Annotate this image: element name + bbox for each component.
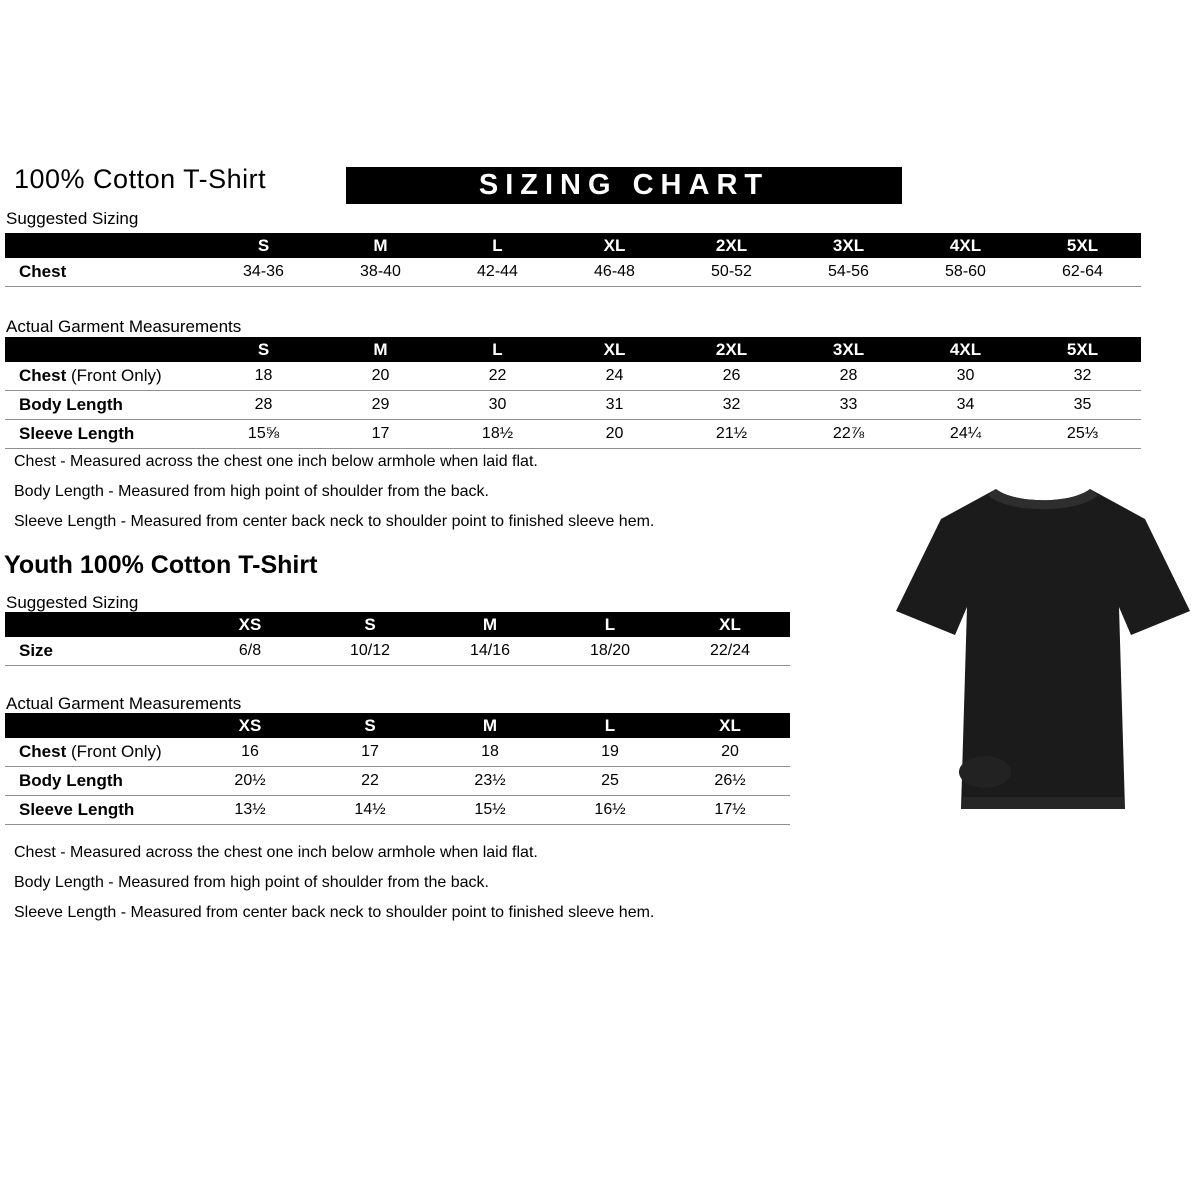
header-corner-cell	[5, 337, 205, 362]
measurement-cell: 25	[601, 772, 619, 789]
measurement-cell: 15½	[474, 801, 506, 818]
table-row	[5, 796, 790, 825]
measurement-cell: 20	[605, 425, 624, 442]
measurement-cell: 19	[601, 743, 619, 760]
table-header-row	[5, 233, 1141, 258]
row-label: Size	[19, 641, 54, 660]
size-column-header: XL	[719, 716, 741, 735]
header-corner-cell	[5, 612, 190, 637]
adult-garment-table	[5, 337, 1141, 449]
adult-suggested-table	[5, 233, 1141, 287]
measurement-cell: 16½	[594, 801, 626, 818]
youth-garment-table	[5, 713, 790, 825]
measurement-cell: 22	[488, 367, 507, 384]
size-column-header: M	[373, 236, 388, 255]
measurement-cell: 31	[605, 396, 624, 413]
measurement-cell: 25⅓	[1066, 425, 1099, 442]
header-corner-cell	[5, 233, 205, 258]
measurement-cell: 16	[241, 743, 259, 760]
measurement-cell: 18½	[481, 425, 514, 442]
measurement-cell: 29	[371, 396, 390, 413]
note-line: Body Length - Measured from high point of shoulder from the back.	[14, 874, 489, 891]
row-label: Chest (Front Only)	[19, 742, 162, 761]
measurement-cell: 20½	[234, 772, 266, 789]
size-column-header: XS	[238, 716, 262, 735]
measurement-cell: 26	[722, 367, 741, 384]
measurement-cell: 30	[488, 396, 507, 413]
size-column-header: 2XL	[715, 236, 748, 255]
table-header-row	[5, 713, 790, 738]
measurement-cell: 24¼	[949, 425, 982, 442]
measurement-cell: 21½	[715, 425, 748, 442]
measurement-cell: 14½	[354, 801, 386, 818]
measurement-cell: 18	[254, 367, 273, 384]
measurement-cell: 22	[361, 772, 379, 789]
row-label: Sleeve Length	[19, 800, 135, 819]
measurement-cell: 20	[721, 743, 739, 760]
size-column-header: L	[492, 340, 503, 359]
tshirt-hem-highlight	[961, 797, 1125, 809]
measurement-cell: 46-48	[594, 263, 635, 280]
measurement-cell: 22⅞	[832, 425, 865, 442]
size-column-header: 3XL	[832, 340, 865, 359]
size-column-header: M	[482, 716, 498, 735]
measurement-cell: 17½	[714, 801, 746, 818]
measurement-cell: 6/8	[238, 642, 262, 659]
size-column-header: S	[364, 716, 376, 735]
youth-suggested-sizing-label: Suggested Sizing	[6, 593, 139, 612]
measurement-cell: 32	[1073, 367, 1092, 384]
adult-section-title: 100% Cotton T-Shirt	[14, 164, 267, 194]
size-column-header: M	[482, 615, 498, 634]
row-label: Body Length	[19, 395, 123, 414]
size-column-header: M	[373, 340, 388, 359]
table-row	[5, 738, 790, 767]
row-label: Chest (Front Only)	[19, 366, 162, 385]
youth-section-title: Youth 100% Cotton T-Shirt	[4, 551, 318, 579]
measurement-cell: 22/24	[709, 642, 751, 659]
note-line: Sleeve Length - Measured from center back neck to shoulder point to finished sleeve hem.	[14, 904, 655, 921]
note-line: Sleeve Length - Measured from center back neck to shoulder point to finished sleeve hem.	[14, 513, 655, 530]
adult-measurement-notes	[14, 447, 654, 537]
measurement-cell: 10/12	[349, 642, 391, 659]
youth-measurement-notes	[14, 838, 654, 928]
measurement-cell: 54-56	[828, 263, 869, 280]
note-line: Chest - Measured across the chest one inch below armhole when laid flat.	[14, 453, 538, 470]
measurement-cell: 28	[254, 396, 273, 413]
adult-garment-measurements-label: Actual Garment Measurements	[6, 317, 242, 336]
size-column-header: 5XL	[1066, 236, 1099, 255]
measurement-cell: 38-40	[360, 263, 401, 280]
row-label: Sleeve Length	[19, 424, 135, 443]
size-column-header: XL	[603, 236, 626, 255]
row-label: Body Length	[19, 771, 123, 790]
table-header-row	[5, 612, 790, 637]
measurement-cell: 17	[361, 743, 379, 760]
table-row	[5, 362, 1141, 391]
size-column-header: S	[257, 236, 270, 255]
table-row	[5, 420, 1141, 449]
youth-suggested-table	[5, 612, 790, 666]
header-corner-cell	[5, 713, 190, 738]
adult-suggested-sizing-label: Suggested Sizing	[6, 209, 139, 228]
size-column-header: L	[604, 716, 616, 735]
measurement-cell: 15⅝	[247, 425, 280, 442]
youth-garment-measurements-label: Actual Garment Measurements	[6, 694, 242, 713]
measurement-cell: 18	[481, 743, 499, 760]
note-line: Chest - Measured across the chest one inch below armhole when laid flat.	[14, 844, 538, 861]
size-column-header: XL	[719, 615, 741, 634]
table-row	[5, 637, 790, 666]
tshirt-fold-highlight	[959, 756, 1011, 788]
size-column-header: 5XL	[1066, 340, 1099, 359]
sizing-chart-banner: SIZING CHART	[346, 167, 902, 204]
measurement-cell: 18/20	[589, 642, 631, 659]
table-header-row	[5, 337, 1141, 362]
measurement-cell: 34-36	[243, 263, 284, 280]
measurement-cell: 50-52	[711, 263, 752, 280]
measurement-cell: 30	[956, 367, 975, 384]
measurement-cell: 34	[956, 396, 975, 413]
size-column-header: 4XL	[949, 340, 982, 359]
size-column-header: 3XL	[832, 236, 865, 255]
note-line: Body Length - Measured from high point of shoulder from the back.	[14, 483, 489, 500]
row-label: Chest	[19, 262, 67, 281]
measurement-cell: 26½	[714, 772, 746, 789]
measurement-cell: 14/16	[469, 642, 511, 659]
size-column-header: S	[364, 615, 376, 634]
table-row	[5, 391, 1141, 420]
measurement-cell: 24	[605, 367, 624, 384]
measurement-cell: 33	[839, 396, 858, 413]
size-column-header: L	[604, 615, 616, 634]
measurement-cell: 42-44	[477, 263, 518, 280]
measurement-cell: 58-60	[945, 263, 986, 280]
size-column-header: 2XL	[715, 340, 748, 359]
measurement-cell: 23½	[474, 772, 506, 789]
size-column-header: L	[492, 236, 503, 255]
size-column-header: S	[257, 340, 270, 359]
tshirt-image	[893, 477, 1193, 822]
measurement-cell: 28	[839, 367, 858, 384]
measurement-cell: 17	[371, 425, 390, 442]
size-column-header: 4XL	[949, 236, 982, 255]
measurement-cell: 35	[1073, 396, 1092, 413]
measurement-cell: 62-64	[1062, 263, 1103, 280]
measurement-cell: 20	[371, 367, 390, 384]
size-column-header: XL	[603, 340, 626, 359]
table-row	[5, 258, 1141, 287]
size-column-header: XS	[238, 615, 262, 634]
table-row	[5, 767, 790, 796]
measurement-cell: 13½	[234, 801, 266, 818]
tshirt-body-shape	[896, 489, 1190, 809]
measurement-cell: 32	[722, 396, 741, 413]
